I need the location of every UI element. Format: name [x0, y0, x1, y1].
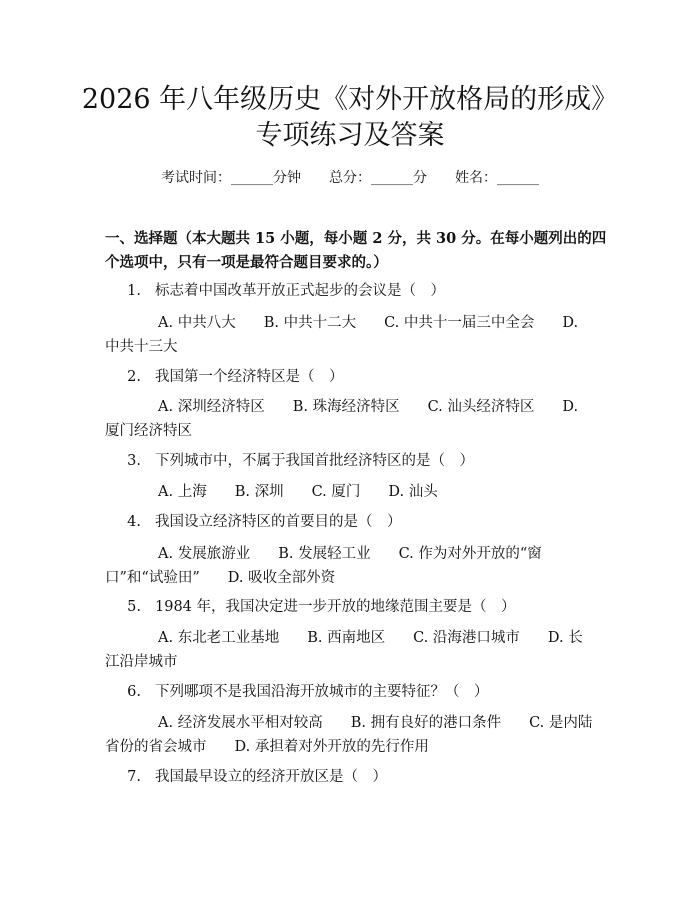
option-a: A. 发展旅游业 — [158, 546, 251, 562]
option-d: D. 承担着对外开放的先行作用 — [234, 739, 429, 755]
question-3 — [105, 449, 595, 473]
question-text: 下列城市中，不属于我国首批经济特区的是（ ） — [155, 453, 474, 469]
question-4-options — [105, 542, 595, 590]
question-6-options — [105, 711, 595, 759]
option-b: B. 发展轻工业 — [278, 546, 371, 562]
question-text: 我国第一个经济特区是（ ） — [155, 369, 344, 385]
option-b: B. 中共十二大 — [263, 315, 357, 331]
option-d: D. 汕头 — [388, 484, 438, 500]
option-d: D. 厦门经济特区 — [105, 399, 579, 439]
option-d: D. 中共十三大 — [105, 315, 579, 355]
question-number: 4. — [127, 514, 141, 530]
question-2 — [105, 365, 595, 389]
option-b: B. 拥有良好的港口条件 — [350, 715, 502, 731]
question-number: 2. — [127, 369, 141, 385]
option-a: A. 深圳经济特区 — [158, 399, 265, 415]
option-b: B. 西南地区 — [307, 630, 386, 646]
option-b: B. 珠海经济特区 — [292, 399, 400, 415]
question-number: 3. — [127, 453, 141, 469]
question-number: 5. — [127, 599, 141, 615]
question-text: 我国最早设立的经济开放区是（ ） — [155, 769, 387, 785]
exam-meta-line: 考试时间：______分钟 总分：______分 姓名：______ — [161, 170, 539, 186]
option-a: A. 上海 — [158, 484, 207, 500]
option-c: C. 作为对外开放的“窗口”和“试验田” — [105, 546, 542, 586]
page-title: 2026 年八年级历史《对外开放格局的形成》 — [81, 84, 619, 115]
option-d: D. 长江沿岸城市 — [105, 630, 583, 670]
option-c: C. 汕头经济特区 — [427, 399, 535, 415]
question-5 — [105, 595, 595, 619]
question-1-options — [105, 311, 595, 359]
option-a: A. 中共八大 — [158, 315, 236, 331]
option-a: A. 东北老工业基地 — [158, 630, 280, 646]
option-b: B. 深圳 — [234, 484, 284, 500]
question-2-options — [105, 395, 595, 443]
section-heading: 一、选择题（本大题共 15 小题，每小题 2 分，共 30 分。在每小题列出的四个选项中，只有一项是最符合题目要求的。） — [105, 230, 607, 271]
option-c: C. 厦门 — [311, 484, 361, 500]
question-text: 标志着中国改革开放正式起步的会议是（ ） — [155, 283, 445, 299]
option-c: C. 中共十一届三中全会 — [384, 315, 535, 331]
question-number: 1. — [127, 283, 141, 299]
option-a: A. 经济发展水平相对较高 — [158, 715, 323, 731]
question-number: 6. — [127, 684, 141, 700]
question-7 — [105, 765, 595, 789]
question-text: 下列哪项不是我国沿海开放城市的主要特征？（ ） — [155, 684, 489, 700]
option-c: C. 沿海港口城市 — [413, 630, 520, 646]
question-3-options — [105, 480, 595, 504]
question-text: 1984 年，我国决定进一步开放的地缘范围主要是（ ） — [155, 599, 516, 615]
question-6 — [105, 680, 595, 704]
question-text: 我国设立经济特区的首要目的是（ ） — [155, 514, 402, 530]
question-number: 7. — [127, 769, 141, 785]
option-d: D. 吸收全部外资 — [227, 570, 336, 586]
page-subtitle: 专项练习及答案 — [255, 120, 445, 151]
question-1 — [105, 279, 595, 303]
question-4 — [105, 510, 595, 534]
question-5-options — [105, 626, 595, 674]
option-c: C. 是内陆省份的省会城市 — [105, 715, 593, 755]
